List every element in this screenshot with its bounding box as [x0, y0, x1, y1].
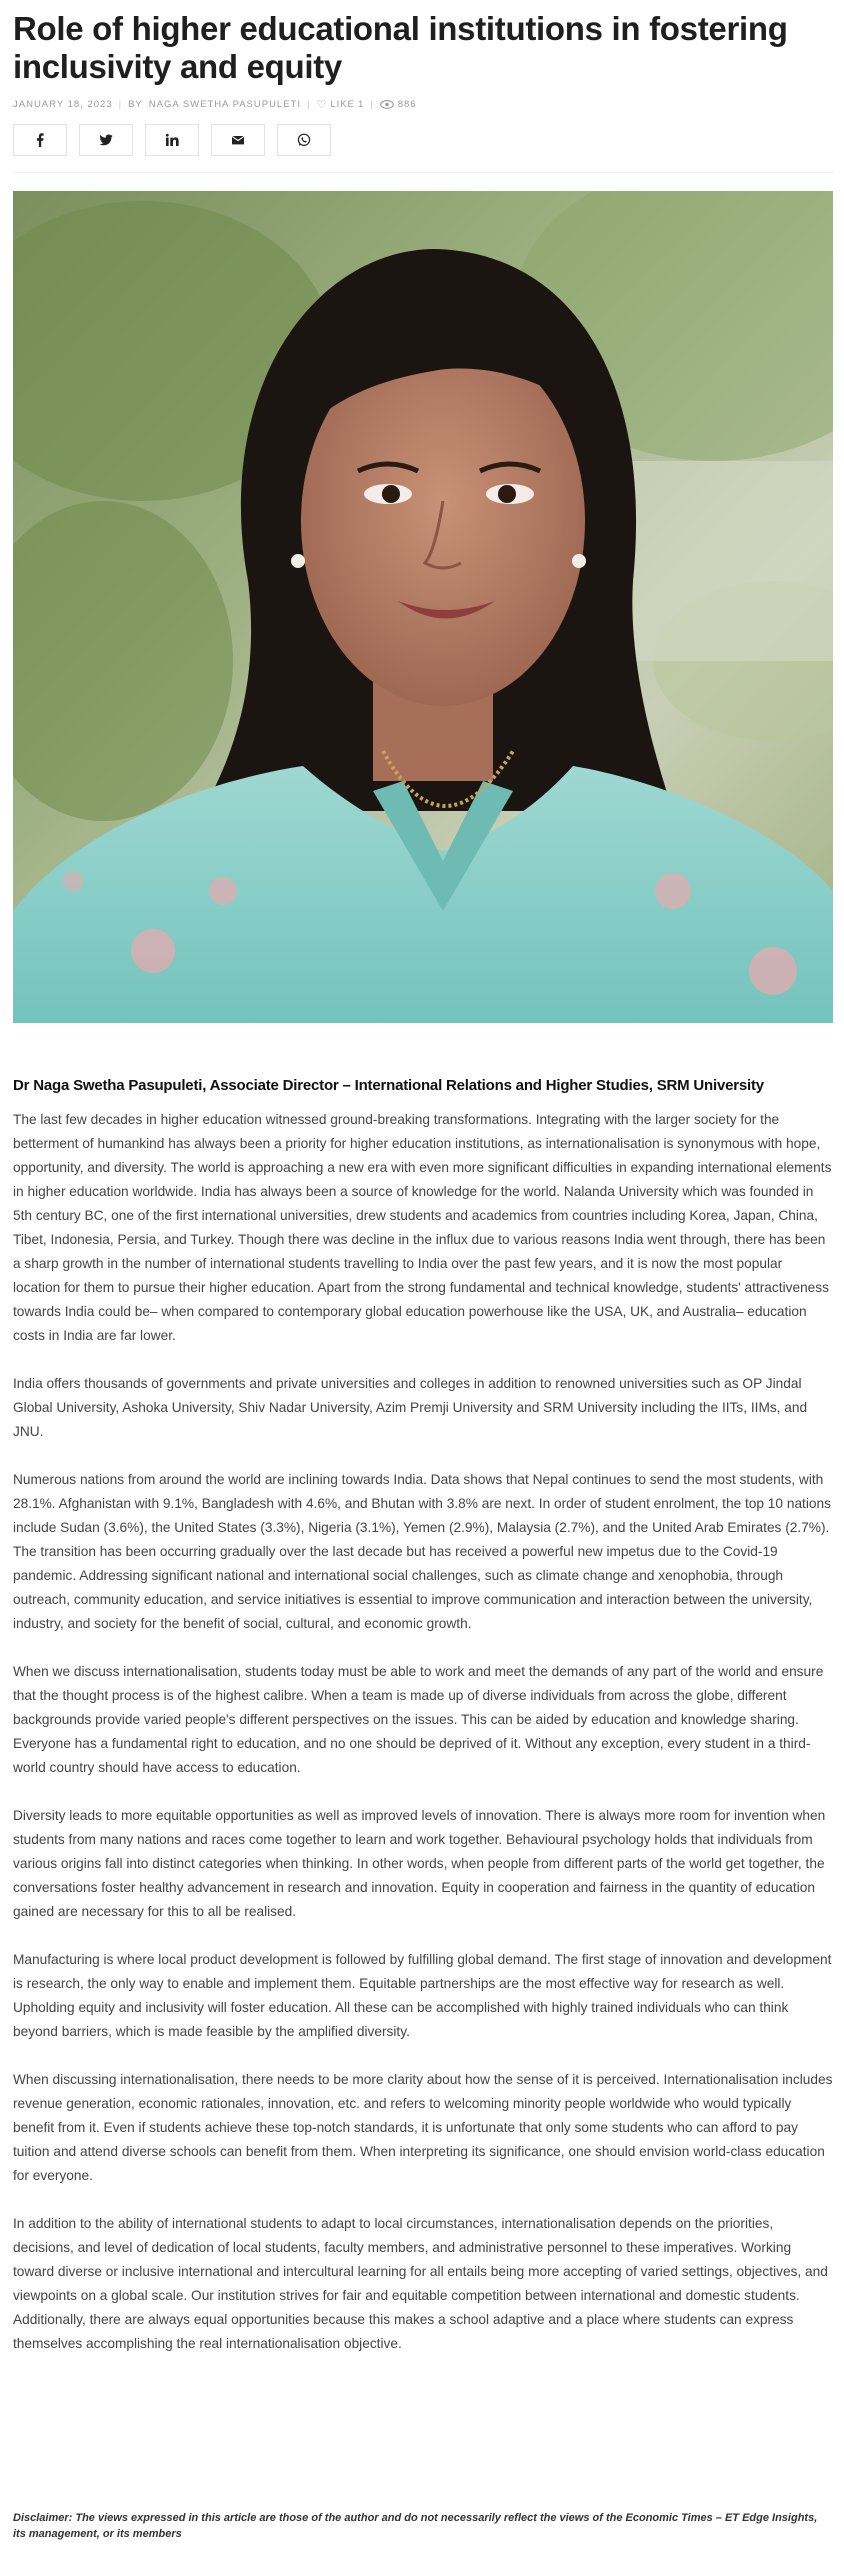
meta-separator: | [370, 98, 374, 110]
meta-separator: | [118, 98, 123, 110]
like-label: LIKE [330, 98, 355, 110]
article-meta [13, 96, 833, 112]
article-paragraph: When we discuss internationalisation, students today must be able to work and meet the demands of any part of the world and ensure that the thought process is of the highest calibre. When a team is made up of diverse individuals from across the globe, different backgrounds provide varied people's different perspectives on the issues. This can be aided by education and knowledge sharing. Everyone has a fundamental right to education, and no one should be deprived of it. Without any exception, every student in a third-world country should have access to education. [13, 1664, 824, 1775]
article-page [13, 0, 833, 2540]
disclaimer: Disclaimer: The views expressed in this article are those of the author and do not necessarily reflect the views of the Economic Times – ET Edge Insights, its management, or its members [13, 2512, 818, 2540]
article-date: JANUARY 18, 2023 [13, 98, 113, 110]
share-bar [13, 124, 833, 158]
like-count: 1 [357, 98, 365, 110]
linkedin-share-button[interactable] [145, 124, 199, 156]
author-link[interactable]: NAGA SWETHA PASUPULETI [148, 98, 301, 110]
views-count: 886 [397, 98, 417, 110]
author-prefix: BY [128, 98, 143, 110]
twitter-icon [99, 133, 113, 147]
facebook-share-button[interactable] [13, 124, 67, 156]
email-icon [231, 133, 245, 147]
article-body [13, 1108, 833, 2380]
author-photo [13, 191, 833, 1023]
article-paragraph: Diversity leads to more equitable opportunities as well as improved levels of innovation. There is always more room for invention when students from many nations and races come together to learn and work together. Behavioural psychology holds that individuals from various origins fall into distinct categories when thinking. In other words, when people from different parts of the world get together, the conversations foster healthy advancement in research and innovation. Equity in cooperation and fairness in the quantity of education gained are necessary for this to all be realised. [13, 1808, 826, 1919]
views-counter [380, 99, 417, 110]
heart-icon: ♡ [316, 98, 328, 111]
twitter-share-button[interactable] [79, 124, 133, 156]
author-byline: Dr Naga Swetha Pasupuleti, Associate Director – International Relations and Higher Studies, SRM University [13, 1077, 764, 1094]
article-paragraph: India offers thousands of governments and private universities and colleges in addition to renowned universities such as OP Jindal Global University, Ashoka University, Shiv Nadar University, Azim Premji University and SRM University including the IITs, IIMs, and JNU. [13, 1376, 808, 1439]
article-title: Role of higher educational institutions in fostering inclusivity and equity [13, 10, 788, 85]
article-paragraph: Manufacturing is where local product development is followed by fulfilling global demand. The first stage of innovation and development is research, the only way to enable and implement them. Equitable partnerships are the most effective way for research as well. Upholding equity and inclusivity will foster education. All these can be accomplished with highly trained individuals who can think beyond barriers, which is made feasible by the amplified diversity. [13, 1952, 832, 2039]
article-paragraph: When discussing internationalisation, there needs to be more clarity about how the sense of it is perceived. Internationalisation includes revenue generation, economic rationales, innovation, etc. and refers to welcoming minority people worldwide who would typically benefit from it. Even if students achieve these top-notch standards, it is unfortunate that only some students who can afford to pay tuition and attend diverse schools can benefit from them. When interpreting its significance, one should envision world-class education for everyone. [13, 2072, 833, 2183]
article-paragraph: In addition to the ability of international students to adapt to local circumstances, internationalisation depends on the priorities, decisions, and level of dedication of local students, faculty members, and administrative personnel to these imperatives. Working toward diverse or inclusive international and intercultural learning for all entails being more accepting of varied settings, objectives, and viewpoints on a global scale. Our institution strives for fair and equitable competition between international and domestic students. Additionally, there are always equal opportunities because this makes a school adaptive and a place where students can express themselves accomplishing the real internationalisation objective. [13, 2216, 828, 2351]
header-divider [13, 172, 833, 173]
article-paragraph: The last few decades in higher education witnessed ground-breaking transformations. Integrating with the larger society for the betterment of humankind has always been a priority for higher education institutions, as internationalisation is synonymous with hope, opportunity, and diversity. The world is approaching a new era with even more significant difficulties in expanding international elements in higher education worldwide. India has always been a source of knowledge for the world. Nalanda University which was founded in 5th century BC, one of the first international universities, drew students and academics from countries including Korea, Japan, China, Tibet, Indonesia, Persia, and Turkey. Though there was decline in the influx due to various reasons India went through, there has been a sharp growth in the number of international students travelling to India over the past few years, and it is now the most popular location for them to pursue their higher education. Apart from the strong fundamental and technical knowledge, students' attractiveness towards India could be– when compared to contemporary global education powerhouse like the USA, UK, and Australia– education costs in India are far lower. [13, 1112, 832, 1343]
email-share-button[interactable] [211, 124, 265, 156]
whatsapp-icon [297, 133, 311, 147]
like-button[interactable] [316, 98, 364, 111]
whatsapp-share-button[interactable] [277, 124, 331, 156]
meta-separator: | [307, 98, 311, 110]
linkedin-icon [165, 133, 179, 147]
facebook-icon [33, 133, 47, 147]
eye-icon [380, 100, 394, 109]
article-paragraph: Numerous nations from around the world are inclining towards India. Data shows that Nepal continues to send the most students, with 28.1%. Afghanistan with 9.1%, Bangladesh with 4.6%, and Bhutan with 3.8% are next. In order of student enrolment, the top 10 nations include Sudan (3.6%), the United States (3.3%), Nigeria (3.1%), Yemen (2.9%), Malaysia (2.7%), and the United Arab Emirates (2.7%). The transition has been occurring gradually over the last decade but has received a powerful new impetus due to the Covid-19 pandemic. Addressing significant national and international social challenges, such as climate change and xenophobia, through outreach, community education, and service initiatives is essential to improve communication and interaction between the university, industry, and society for the benefit of social, cultural, and economic growth. [13, 1472, 831, 1631]
